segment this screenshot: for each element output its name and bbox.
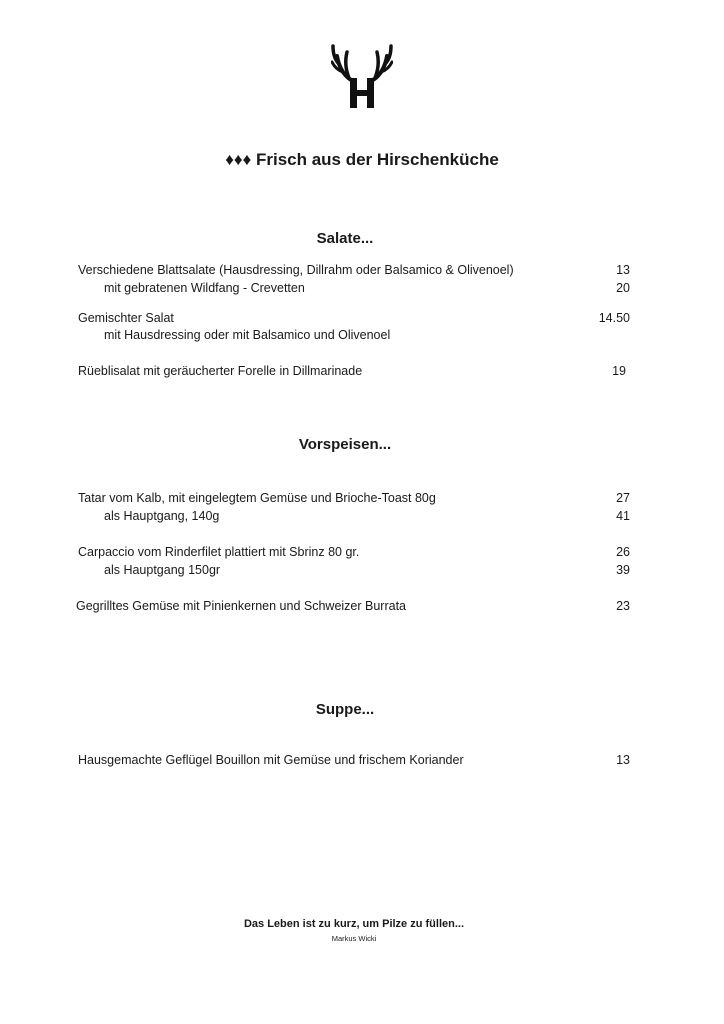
item-price: 20 <box>616 281 630 295</box>
item-label: als Hauptgang 150gr <box>104 563 221 577</box>
item-price: 26 <box>616 545 630 559</box>
menu-item-variant <box>78 279 630 297</box>
item-price: 39 <box>616 563 630 577</box>
item-price: 41 <box>616 509 630 523</box>
item-price: 14.50 <box>598 311 630 325</box>
item-label: mit gebratenen Wildfang - Crevetten <box>104 281 305 295</box>
section-title-salate: Salate... <box>316 230 374 247</box>
menu-title: ♦♦♦ Frisch aus der Hirschenküche <box>225 150 499 169</box>
menu-item <box>78 751 630 769</box>
item-price: 19 <box>612 364 626 378</box>
item-label: mit Hausdressing oder mit Balsamico und Olivenoel <box>104 328 391 342</box>
menu-item <box>78 261 630 279</box>
antler-h-logo-icon <box>331 38 393 110</box>
item-label: Verschiedene Blattsalate (Hausdressing, Dillrahm oder Balsamico & Olivenoel) <box>78 263 514 277</box>
menu-item-variant <box>78 561 630 579</box>
item-label: Tatar vom Kalb, mit eingelegtem Gemüse und Brioche-Toast 80g <box>78 491 436 505</box>
item-label: als Hauptgang, 140g <box>104 509 220 523</box>
item-label: Gemischter Salat <box>78 311 174 325</box>
item-label: Gegrilltes Gemüse mit Pinienkernen und Schweizer Burrata <box>76 599 407 613</box>
menu-item <box>76 597 630 615</box>
menu-item <box>78 543 630 561</box>
section-title-suppe: Suppe... <box>315 701 375 718</box>
menu-item <box>78 309 630 327</box>
menu-item <box>78 489 630 507</box>
footer-author: Markus Wicki <box>331 934 377 943</box>
item-label: Carpaccio vom Rinderfilet plattiert mit Sbrinz 80 gr. <box>78 545 360 559</box>
menu-item <box>78 362 626 380</box>
item-price: 27 <box>616 491 630 505</box>
item-label: Hausgemachte Geflügel Bouillon mit Gemüse und frischem Koriander <box>78 753 464 767</box>
item-price: 23 <box>616 599 630 613</box>
item-price: 13 <box>616 753 630 767</box>
item-price: 13 <box>616 263 630 277</box>
item-label: Rüeblisalat mit geräucherter Forelle in Dillmarinade <box>78 364 363 378</box>
menu-item-variant <box>78 507 630 525</box>
footer-quote: Das Leben ist zu kurz, um Pilze zu füllen... <box>243 918 465 930</box>
menu-item-variant <box>78 326 630 344</box>
section-title-vorspeisen: Vorspeisen... <box>298 436 392 453</box>
